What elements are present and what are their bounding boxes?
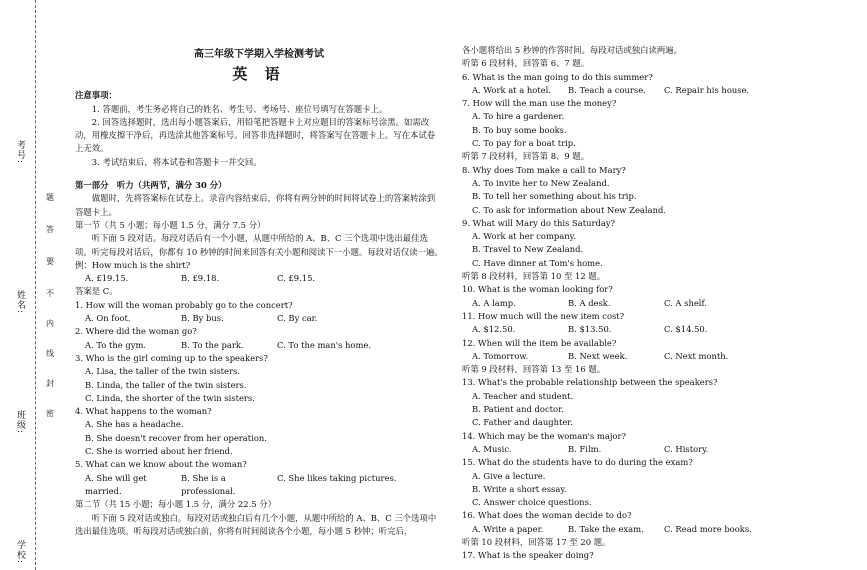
note-item: 3. 考试结束后，将本试卷和答题卡一并交回。 — [91, 156, 262, 167]
question-stem: 10. What is the woman looking for? — [462, 284, 613, 295]
example-question: 例：How much is the shirt? — [75, 259, 191, 270]
note-item: 2. 回答选择题时，选出每小题答案后，用铅笔把答题卡上对应题目的答案标号涂黑。如需改动，用橡皮擦干净后，再选涂其他答案标号。回答非选择题时，将答案写在答题卡上。写在本试卷上无效。 — [75, 116, 436, 154]
option: A. To the gym. — [85, 339, 147, 350]
option: B. To the park. — [181, 339, 244, 350]
question — [75, 299, 443, 326]
seal-char: 不 — [46, 289, 54, 298]
option: A. $12.50. — [472, 324, 516, 335]
notes-heading: 注意事项： — [75, 90, 117, 101]
section2-intro-cont: 各小题将给出 5 秒钟的作答时间。每段对话或独白读两遍。 — [462, 45, 683, 55]
option: B. She doesn't recover from her operation. — [85, 432, 267, 443]
option-row — [462, 84, 852, 97]
question-stem: 16. What does the woman decide to do? — [462, 510, 632, 521]
option: A. A lamp. — [472, 297, 516, 308]
option-row — [462, 350, 852, 363]
option: A. Tomorrow. — [472, 350, 529, 361]
option: A. Work at her company. — [472, 231, 576, 242]
option-row — [462, 323, 852, 336]
right-column — [462, 0, 852, 563]
question-stem: 13. What's the probable relationship between the speakers? — [462, 377, 718, 388]
seal-char: 封 — [46, 379, 54, 388]
question-stem: 12. When will the item be available? — [462, 337, 617, 348]
option: A. She will get married. — [85, 472, 147, 496]
seal-char: 线 — [46, 349, 54, 358]
option: A. Work at a hotel. — [472, 84, 551, 95]
question — [462, 217, 852, 270]
option: A. £19.15. — [85, 273, 129, 284]
question-stem: 3. Who is the girl coming up to the speakers? — [75, 352, 268, 363]
part1-heading: 第一部分 听力（共两节，满分 30 分） — [75, 180, 227, 191]
question — [462, 283, 852, 310]
question-list — [462, 57, 852, 562]
question-stem: 2. Where did the woman go? — [75, 326, 197, 337]
option: B. Take the exam. — [568, 523, 644, 534]
question-stem: 14. Which may be the woman's major? — [462, 430, 626, 441]
question — [462, 456, 852, 509]
subject-title: 英 语 — [232, 65, 286, 84]
note-item: 1. 答题前，考生务必将自己的姓名、考生号、考场号、座位号填写在答题卡上。 — [91, 103, 388, 114]
left-column — [75, 0, 443, 538]
option: B. To tell her something about his trip. — [472, 191, 637, 202]
option: B. $13.50. — [568, 324, 612, 335]
exam-number-label: 考号: — [15, 140, 25, 165]
option: A. Give a lecture. — [472, 470, 546, 481]
option: A. Write a paper. — [472, 523, 544, 534]
option: A. Teacher and student. — [472, 390, 574, 401]
option-row — [75, 312, 443, 325]
example-options — [75, 272, 443, 285]
question — [462, 164, 852, 217]
option: C. Have dinner at Tom's home. — [472, 257, 603, 268]
material-instruction: 听第 7 段材料，回答第 8、9 题。 — [462, 151, 590, 162]
section1-intro: 听下面 5 段对话。每段对话后有一个小题，从题中所给的 A、B、C 三个选项中选出最佳选项。听完每段对话后，你都有 10 秒钟的时间来回答有关小题和阅读下一小题。每段对话仅读一遍。 — [75, 233, 443, 257]
option: C. To ask for information about New Zealand. — [472, 204, 666, 215]
option: B. Next week. — [568, 350, 628, 361]
option: B. To buy some books. — [472, 124, 567, 135]
option: A. On foot. — [85, 313, 131, 324]
option: B. £9.18. — [181, 273, 220, 284]
question-stem: 15. What do the students have to do during the exam? — [462, 457, 693, 468]
seal-char: 内 — [46, 319, 54, 328]
option: B. She is a professional. — [181, 472, 236, 496]
option-row — [462, 297, 852, 310]
option: C. By car. — [277, 313, 318, 324]
question — [462, 376, 852, 429]
question-stem: 5. What can we know about the woman? — [75, 459, 247, 470]
material-instruction: 听第 8 段材料，回答第 10 至 12 题。 — [462, 271, 606, 282]
option: C. To pay for a boat trip. — [472, 138, 576, 149]
option: C. Father and daughter. — [472, 417, 574, 428]
option: C. Next month. — [664, 350, 729, 361]
option-row — [462, 443, 852, 456]
class-label: 班级: — [15, 410, 25, 435]
option: B. Teach a course. — [568, 84, 646, 95]
question — [75, 458, 443, 498]
seal-char: 密 — [46, 409, 54, 418]
example-answer: 答案是 C。 — [75, 286, 118, 297]
option: B. Write a short essay. — [472, 483, 567, 494]
question — [462, 71, 852, 98]
question-stem: 4. What happens to the woman? — [75, 406, 212, 417]
material-instruction: 听第 9 段材料，回答第 13 至 16 题。 — [462, 364, 606, 375]
option: B. A desk. — [568, 297, 611, 308]
question-stem: 8. Why does Tom make a call to Mary? — [462, 164, 626, 175]
option: C. Linda, the shorter of the twin sisters. — [85, 392, 255, 403]
option-row — [75, 472, 443, 499]
cut-line — [35, 0, 36, 570]
question — [462, 310, 852, 337]
option: A. Lisa, the taller of the twin sisters. — [85, 366, 240, 377]
seal-char: 题 — [46, 193, 54, 202]
option: C. $14.50. — [664, 324, 708, 335]
question-stem: 1. How will the woman probably go to the concert? — [75, 299, 293, 310]
binding-margin — [0, 0, 62, 570]
question-stem: 9. What will Mary do this Saturday? — [462, 217, 616, 228]
option: C. To the man's home. — [277, 339, 372, 350]
seal-char: 答 — [46, 225, 54, 234]
option: C. Read more books. — [664, 523, 752, 534]
option-row — [462, 523, 852, 536]
question-list — [75, 299, 443, 498]
option: B. Film. — [568, 443, 602, 454]
option: C. Answer choice questions. — [472, 497, 592, 508]
part1-intro: 做题时，先将答案标在试卷上。录音内容结束后，你将有两分钟的时间将试卷上的答案转涂到答题卡上。 — [75, 193, 436, 217]
option: B. Travel to New Zealand. — [472, 244, 584, 255]
option: C. History. — [664, 443, 709, 454]
option: A. To hire a gardener. — [472, 111, 565, 122]
option: C. She likes taking pictures. — [277, 472, 397, 483]
option: A. She has a headache. — [85, 419, 184, 430]
option: C. Repair his house. — [664, 84, 750, 95]
section2-heading: 第二节（共 15 小题；每小题 1.5 分，满分 22.5 分） — [75, 499, 276, 510]
question — [75, 352, 443, 405]
option: A. To invite her to New Zealand. — [472, 177, 610, 188]
option: C. A shelf. — [664, 297, 707, 308]
question — [462, 97, 852, 150]
material-instruction: 听第 6 段材料，回答第 6、7 题。 — [462, 58, 590, 69]
question-stem: 7. How will the man use the money? — [462, 98, 617, 109]
option: A. Music. — [472, 443, 512, 454]
option: C. She is worried about her friend. — [85, 446, 233, 457]
seal-char: 要 — [46, 257, 54, 266]
question — [75, 325, 443, 352]
school-label: 学校: — [15, 540, 25, 565]
option: C. £9.15. — [277, 273, 316, 284]
material-instruction: 听第 10 段材料，回答第 17 至 20 题。 — [462, 536, 611, 547]
option: B. Linda, the taller of the twin sisters. — [85, 379, 247, 390]
option-row — [75, 339, 443, 352]
question-stem: 6. What is the man going to do this summer? — [462, 71, 653, 82]
option: B. Patient and doctor. — [472, 404, 564, 415]
section2-intro: 听下面 5 段对话或独白。每段对话或独白后有几个小题，从题中所给的 A、B、C 三个选项中选出最佳选项。听每段对话或独白前，你将有时间阅读各个小题，每小题 5 秒钟；听完后， — [75, 512, 437, 536]
option: B. By bus. — [181, 313, 224, 324]
section1-heading: 第一节（共 5 小题；每小题 1.5 分，满分 7.5 分） — [75, 219, 266, 230]
question-stem: 11. How much will the new item cost? — [462, 310, 625, 321]
question — [462, 509, 852, 536]
name-label: 姓名: — [15, 290, 25, 315]
question — [462, 430, 852, 457]
exam-title: 高三年级下学期入学检测考试 — [194, 49, 324, 60]
material-instruction: 17. What is the speaker doing? — [462, 550, 594, 561]
question — [462, 337, 852, 364]
question — [75, 405, 443, 458]
